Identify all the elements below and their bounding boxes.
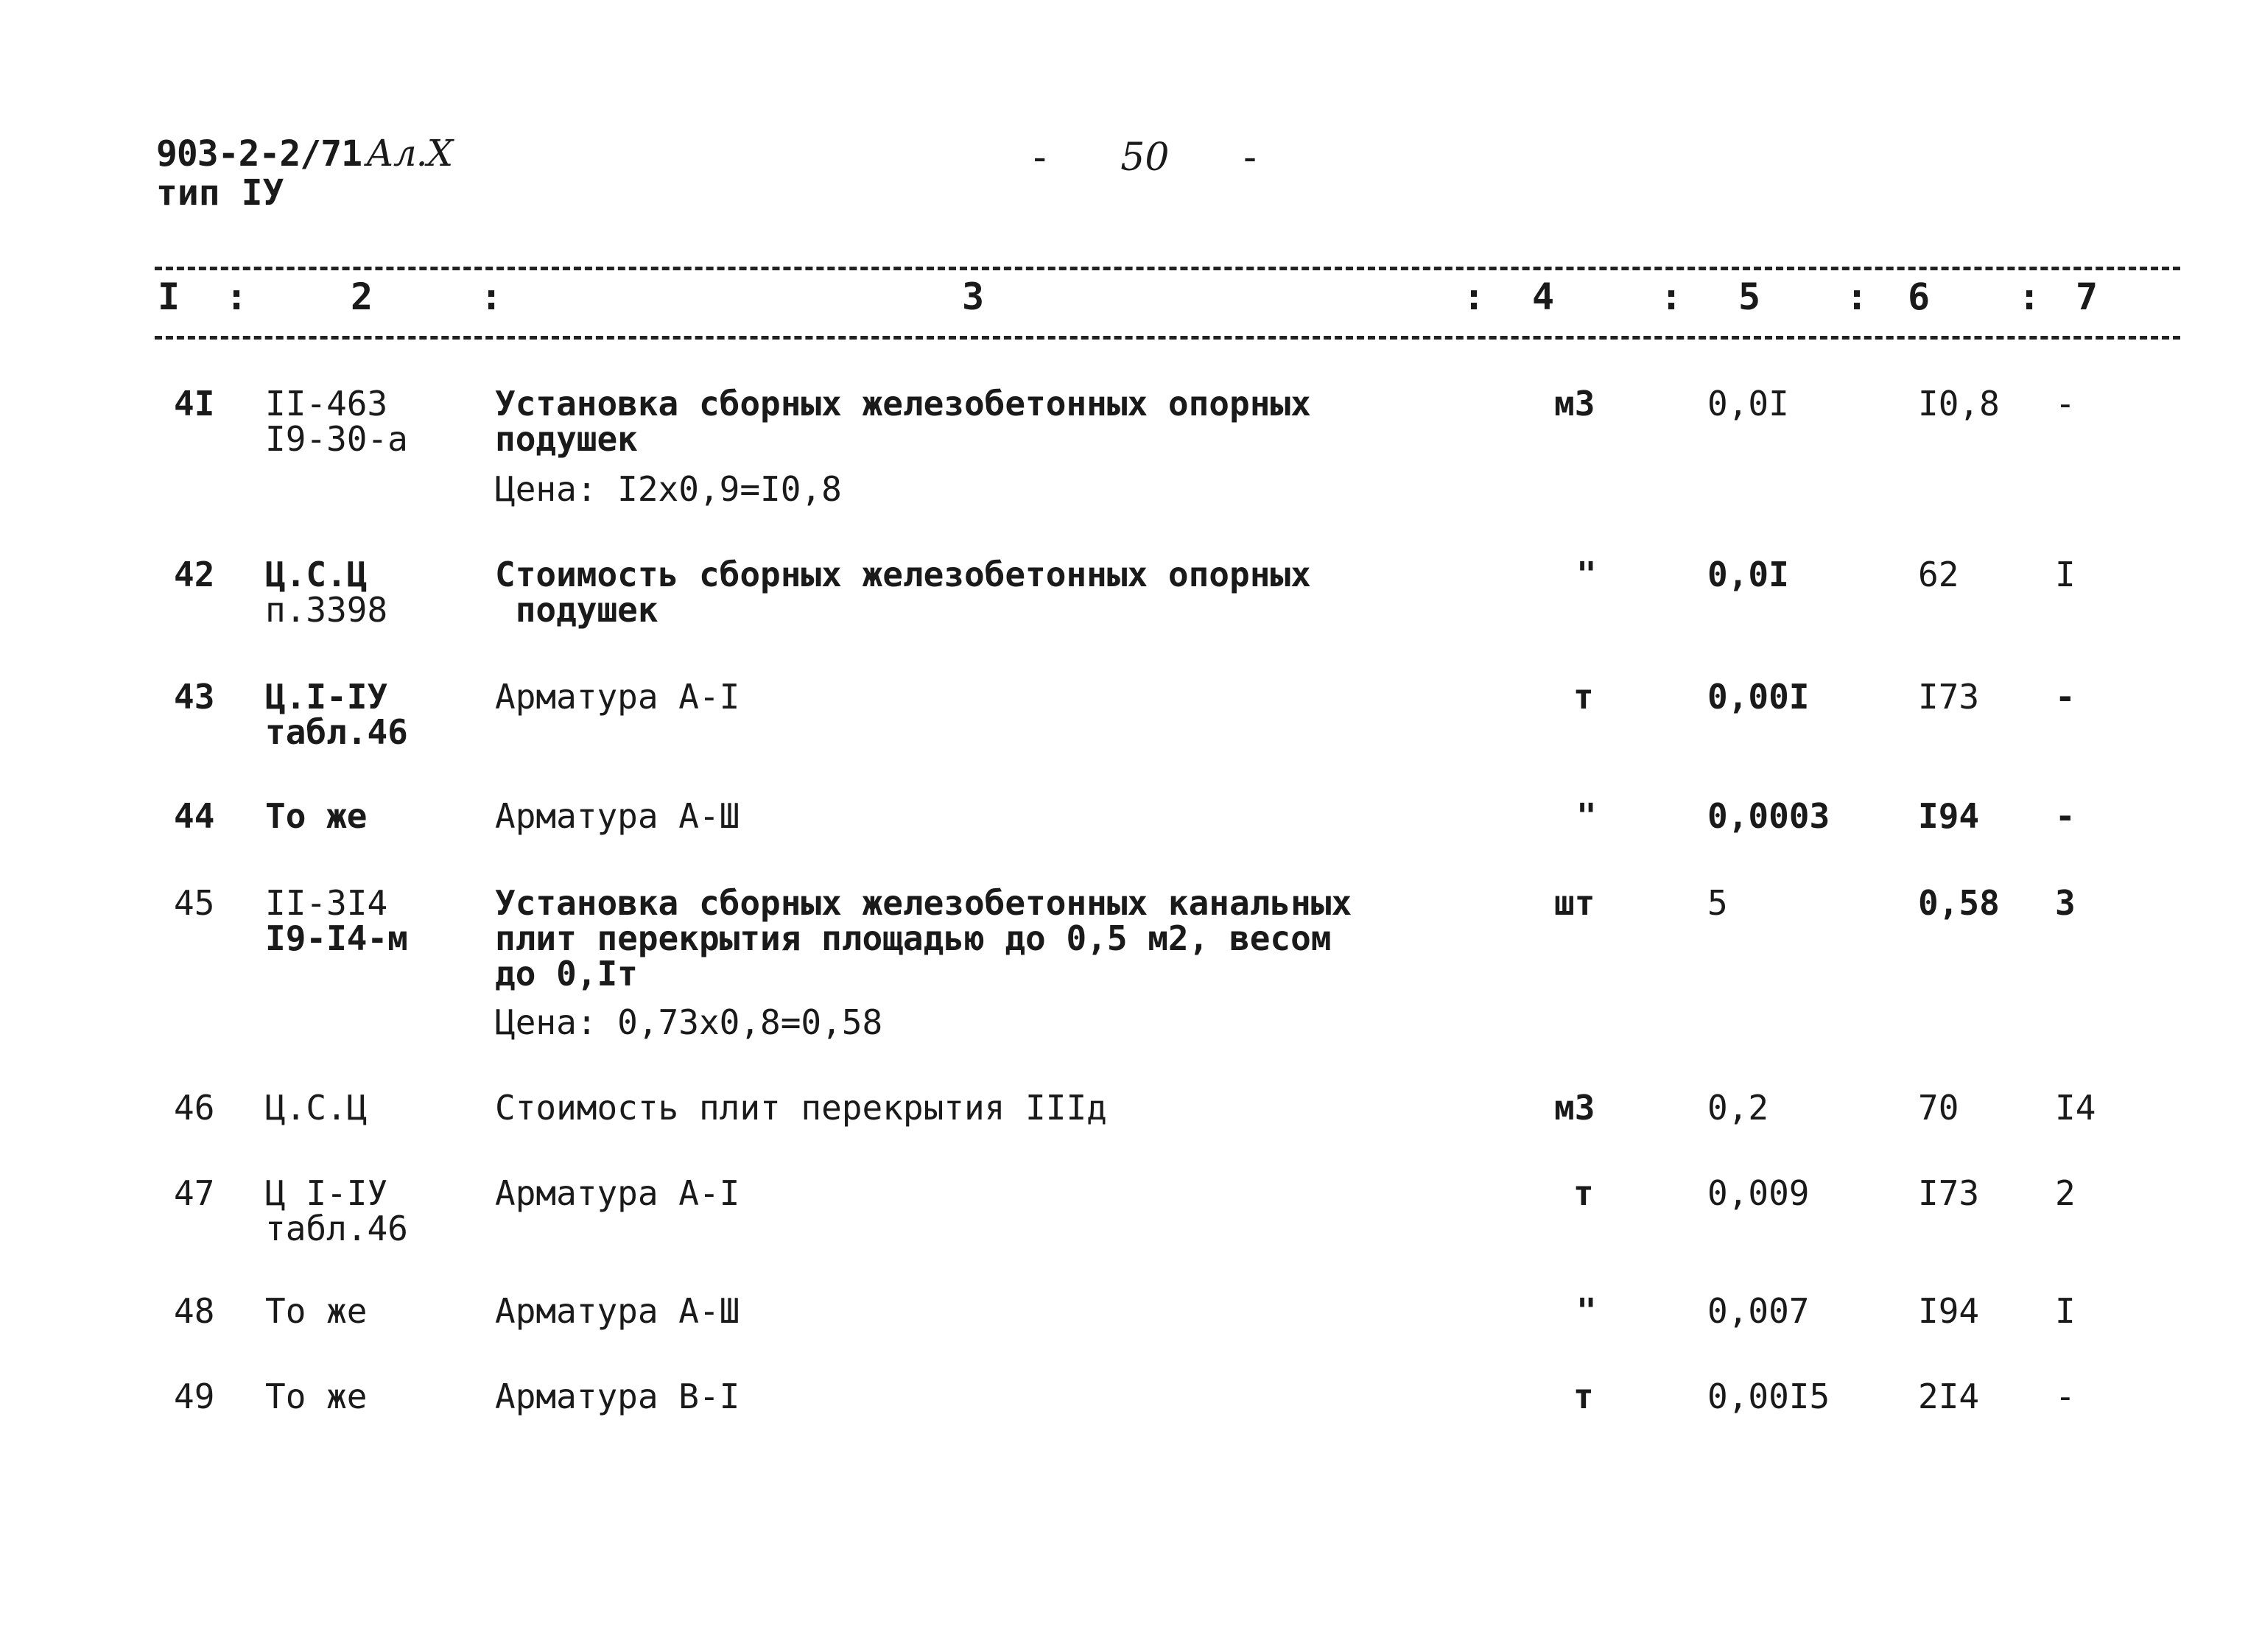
row-reference-line: II-463 [265, 384, 388, 423]
row-unit: т [1573, 1377, 1594, 1416]
column-separator: : [480, 275, 503, 318]
row-total: I [2055, 1291, 2076, 1331]
row-reference-line: Ц.I-IУ [265, 677, 388, 717]
row-description-line: Стоимость плит перекрытия IIIд [495, 1088, 1107, 1128]
row-number: 4I [174, 384, 215, 423]
column-header-4: 4 [1532, 275, 1555, 318]
row-reference-line: I9-I4-м [265, 918, 408, 958]
row-unit-price: 62 [1918, 555, 1959, 594]
row-number: 44 [174, 796, 215, 836]
project-code: 903-2-2/71 [156, 133, 362, 175]
table-header-top-rule [155, 267, 2180, 270]
row-price-note: Цена: 0,73х0,8=0,58 [495, 1002, 883, 1042]
row-reference-line: табл.46 [265, 712, 408, 752]
row-description-line: Установка сборных железобетонных опорных [495, 384, 1311, 423]
row-quantity: 0,00I5 [1707, 1377, 1830, 1416]
column-separator: : [1660, 275, 1683, 318]
row-description-line: Стоимость сборных железобетонных опорных [495, 555, 1311, 594]
page-number: - 50 - [1028, 136, 1262, 180]
row-unit-price: 0,58 [1918, 883, 2000, 923]
row-reference-line: Ц.С.Ц [265, 555, 368, 594]
column-header-6: 6 [1908, 275, 1931, 318]
row-number: 46 [174, 1088, 215, 1128]
row-number: 45 [174, 883, 215, 923]
row-quantity: 0,009 [1707, 1173, 1810, 1213]
row-description-line: Установка сборных железобетонных канальных [495, 883, 1352, 923]
column-header-7: 7 [2076, 275, 2098, 318]
row-unit-price: I94 [1918, 1291, 1980, 1331]
page-number-value: 50 [1120, 136, 1170, 180]
row-unit-price: I94 [1918, 796, 1980, 836]
row-description-line: Арматура А-Ш [495, 1291, 740, 1331]
row-reference-line: То же [265, 1291, 368, 1331]
row-unit-price: 70 [1918, 1088, 1959, 1128]
column-separator: : [1846, 275, 1869, 318]
row-total: 3 [2055, 883, 2076, 923]
row-description-line: Арматура А-I [495, 677, 740, 717]
sheet-mark: Ал.X [365, 132, 453, 175]
column-header-3: 3 [962, 275, 985, 318]
row-unit: " [1576, 555, 1597, 594]
column-header-1: I [158, 275, 180, 318]
row-reference-line: п.3398 [265, 590, 388, 630]
row-total: - [2055, 384, 2076, 423]
row-unit: т [1573, 1173, 1594, 1213]
row-unit-price: 2I4 [1918, 1377, 1980, 1416]
row-number: 42 [174, 555, 215, 594]
row-price-note: Цена: I2х0,9=I0,8 [495, 469, 842, 509]
row-quantity: 0,0I [1707, 555, 1789, 594]
row-number: 47 [174, 1173, 215, 1213]
row-total: - [2055, 1377, 2076, 1416]
row-description-line: подушек [495, 419, 638, 459]
row-unit: м3 [1554, 1088, 1595, 1128]
row-quantity: 0,00I [1707, 677, 1810, 717]
row-description-line: подушек [495, 590, 658, 630]
row-total: I [2055, 555, 2076, 594]
row-reference-line: Ц.С.Ц [265, 1088, 368, 1128]
column-separator: : [1463, 275, 1486, 318]
row-total: - [2055, 677, 2076, 717]
row-unit: шт [1554, 883, 1595, 923]
row-unit-price: I73 [1918, 1173, 1980, 1213]
row-quantity: 0,0003 [1707, 796, 1830, 836]
row-description-line: Арматура В-I [495, 1377, 740, 1416]
row-number: 49 [174, 1377, 215, 1416]
row-unit: " [1576, 796, 1597, 836]
row-reference-line: табл.46 [265, 1209, 408, 1248]
row-description-line: до 0,Iт [495, 954, 638, 994]
row-reference-line: То же [265, 1377, 368, 1416]
row-quantity: 5 [1707, 883, 1728, 923]
row-quantity: 0,007 [1707, 1291, 1810, 1331]
row-reference-line: I9-30-а [265, 419, 408, 459]
column-separator: : [2018, 275, 2041, 318]
row-description-line: Арматура А-Ш [495, 796, 740, 836]
row-quantity: 0,0I [1707, 384, 1789, 423]
table-header-bottom-rule [155, 336, 2180, 340]
row-total: - [2055, 796, 2076, 836]
row-unit-price: I73 [1918, 677, 1980, 717]
row-unit: м3 [1554, 384, 1595, 423]
row-reference-line: Ц I-IУ [265, 1173, 388, 1213]
row-description-line: плит перекрытия площадью до 0,5 м2, весом [495, 918, 1332, 958]
row-number: 48 [174, 1291, 215, 1331]
document-type: тип IУ [156, 172, 284, 214]
row-quantity: 0,2 [1707, 1088, 1769, 1128]
column-header-2: 2 [351, 275, 373, 318]
row-total: I4 [2055, 1088, 2096, 1128]
row-reference-line: То же [265, 796, 368, 836]
row-unit: т [1573, 677, 1594, 717]
row-unit: " [1576, 1291, 1597, 1331]
row-description-line: Арматура А-I [495, 1173, 740, 1213]
row-number: 43 [174, 677, 215, 717]
row-unit-price: I0,8 [1918, 384, 2000, 423]
column-header-5: 5 [1738, 275, 1761, 318]
row-reference-line: II-3I4 [265, 883, 388, 923]
column-separator: : [225, 275, 248, 318]
row-total: 2 [2055, 1173, 2076, 1213]
document-code [156, 134, 452, 173]
